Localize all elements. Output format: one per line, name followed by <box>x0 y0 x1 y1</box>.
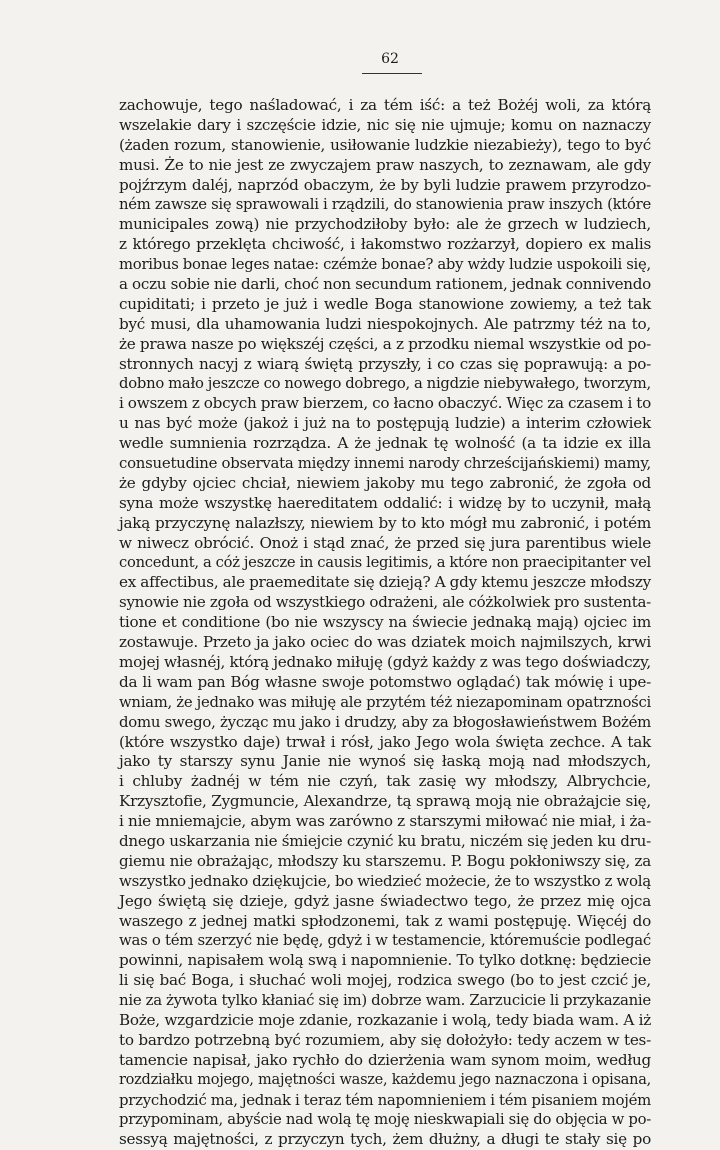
text-line: (które wszystko daje) trwał i rósł, jako Jego wola święta zechce. A tak <box>119 732 651 751</box>
text-line: przypominam, abyście nad wolą tę moję nieskwapiali się do objęcia w po- <box>119 1111 651 1129</box>
text-line: ex affectibus, ale praemeditate się dzieją? A gdy ktemu jeszcze młodszy <box>119 573 651 592</box>
page-number-rule <box>362 73 422 74</box>
page-number: 62 <box>381 51 399 67</box>
text-line: i owszem z obcych praw bierzem, co łacno obaczyć. Więc za czasem i to <box>119 394 651 413</box>
text-line: Boże, wzgardzicie moje zdanie, rozkazanie i wolą, tedy biada wam. A iż <box>119 1010 651 1029</box>
text-line: stronnych nacyj z wiarą świętą przyszły, i co czas się poprawują: a po- <box>119 354 651 373</box>
text-line: li się bać Boga, i słuchać woli mojej, rodzica swego (bo to jest czcić je, <box>119 971 651 990</box>
text-line: w niwecz obrócić. Onoż i stąd znać, że przed się jura parentibus wiele <box>119 533 651 552</box>
text-line: wszystko jednako dziękujcie, bo wiedzieć możecie, że to wszystko z wolą <box>119 871 651 890</box>
text-line: Jego świętą się dzieje, gdyż jasne świadectwo tego, że przez mię ojca <box>119 891 651 910</box>
text-line: zostawuje. Przeto ja jako ociec do was dziatek moich najmilszych, krwi <box>119 633 651 652</box>
text-line: waszego z jednej matki spłodzonemi, tak z wami postępuję. Więcéj do <box>119 911 651 930</box>
text-line: a oczu sobie nie darli, choć non secundum rationem, jednak connivendo <box>119 275 651 294</box>
text-line: moribus bonae leges natae: czémże bonae? aby wżdy ludzie uspokoili się, <box>119 256 651 274</box>
text-line: wniam, że jednako was miłuję ale przytém téż niezapominam opatrzności <box>119 693 651 711</box>
text-line: i nie mniemajcie, abym was zarówno z starszymi miłować nie miał, i ża- <box>119 812 651 831</box>
text-line: wedle sumnienia rozrządza. A że jednak tę wolność (a ta idzie ex illa <box>119 434 651 453</box>
text-line: jako ty starszy synu Janie nie wynoś się łaską moją nad młodszych, <box>119 752 651 771</box>
text-line: nie za żywota tylko kłaniać się im) dobrze wam. Zarzucicie li przykazanie <box>119 991 651 1010</box>
text-line: zachowuje, tego naśladować, i za tém iść: a też Bożéj woli, za którą <box>119 96 651 114</box>
body-text <box>119 96 651 1150</box>
text-line: municipales zową) nie przychodziłoby było: ale że grzech w ludziech, <box>119 215 651 234</box>
text-line: Krzysztofie, Zygmuncie, Alexandrze, tą sprawą moją nie obrażajcie się, <box>119 792 651 811</box>
text-line: rozdziałku mojego, majętności wasze, każdemu jego naznaczona i opisana, <box>119 1071 651 1088</box>
text-line: (żaden rozum, stanowienie, usiłowanie ludzkie niezabieży), tego to być <box>119 135 651 154</box>
text-line: że prawa nasze po większéj części, a z przodku niemal wszystkie od po- <box>119 334 651 353</box>
text-line: ném zawsze się sprawowali i rządzili, do stanowienia praw inszych (które <box>119 196 651 214</box>
text-line: synowie nie zgoła od wszystkiego odrażeni, ale cóżkolwiek pro sustenta- <box>119 593 651 612</box>
text-line: być musi, dla uhamowania ludzi niespokojnych. Ale patrzmy téż na to, <box>119 314 651 333</box>
text-line: u nas być może (jakoż i już na to postępują ludzie) a interim człowiek <box>119 414 651 433</box>
text-line: z którego przeklęta chciwość, i łakomstwo rozżarzył, dopiero ex malis <box>119 235 651 254</box>
text-line: syna może wszystkę haereditatem oddalić: i widzę by to uczynił, małą <box>119 493 651 512</box>
text-line: concedunt, a cóż jeszcze in causis legitimis, a które non praecipitanter vel <box>119 554 651 572</box>
text-line: tione et conditione (bo nie wszyscy na świecie jednaką mają) ojciec im <box>119 613 651 632</box>
text-line: przychodzić ma, jednak i teraz tém napomnieniem i tém pisaniem mojém <box>119 1090 651 1109</box>
text-line: dnego uskarzania nie śmiejcie czynić ku bratu, niczém się jeden ku dru- <box>119 831 651 850</box>
text-line: powinni, napisałem wolą swą i napomnienie. To tylko dotknę: będziecie <box>119 951 651 970</box>
text-line: domu swego, życząc mu jako i drudzy, aby za błogosławieństwem Bożém <box>119 712 651 731</box>
text-line: tamencie napisał, jako rychło do dzierżenia wam synom moim, według <box>119 1050 651 1069</box>
text-line: sessyą majętności, z przyczyn tych, żem dłużny, a długi te stały się po <box>119 1130 651 1149</box>
text-line: mojej własnéj, którą jednako miłuję (gdyż każdy z was tego doświadczy, <box>119 652 651 671</box>
text-line: giemu nie obrażając, młodszy ku starszemu. P. Bogu pokłoniwszy się, za <box>119 851 651 870</box>
text-line: da li wam pan Bóg własne swoje potomstwo oglądać) tak mówię i upe- <box>119 672 651 691</box>
text-line: cupiditati; i przeto je już i wedle Boga stanowione zowiemy, a też tak <box>119 294 651 313</box>
text-line: że gdyby ojciec chciał, niewiem jakoby mu tego zabronić, że zgoła od <box>119 473 651 492</box>
text-line: to bardzo potrzebną być rozumiem, aby się dołożyło: tedy aczem w tes- <box>119 1030 651 1049</box>
text-line: consuetudine observata między innemi narody chrześcijańskiemi) mamy, <box>119 454 651 473</box>
text-line: was o tém szerzyć nie będę, gdyż i w testamencie, któremuście podlegać <box>119 931 651 950</box>
text-line: musi. Że to nie jest ze zwyczajem praw naszych, to zeznawam, ale gdy <box>119 155 651 174</box>
text-line: wszelakie dary i szczęście idzie, nic się nie ujmuje; komu on naznaczy <box>119 115 651 134</box>
text-line: pojźrzym daléj, naprzód obaczym, że by byli ludzie prawem przyrodzo- <box>119 175 651 194</box>
text-line: dobno mało jeszcze co nowego dobrego, a nigdzie niebywałego, tworzym, <box>119 375 651 393</box>
text-line: i chluby żadnéj w tém nie czyń, tak zasię wy młodszy, Albrychcie, <box>119 772 651 791</box>
text-line: jaką przyczynę nalazłszy, niewiem by to kto mógł mu zabronić, i potém <box>119 513 651 532</box>
